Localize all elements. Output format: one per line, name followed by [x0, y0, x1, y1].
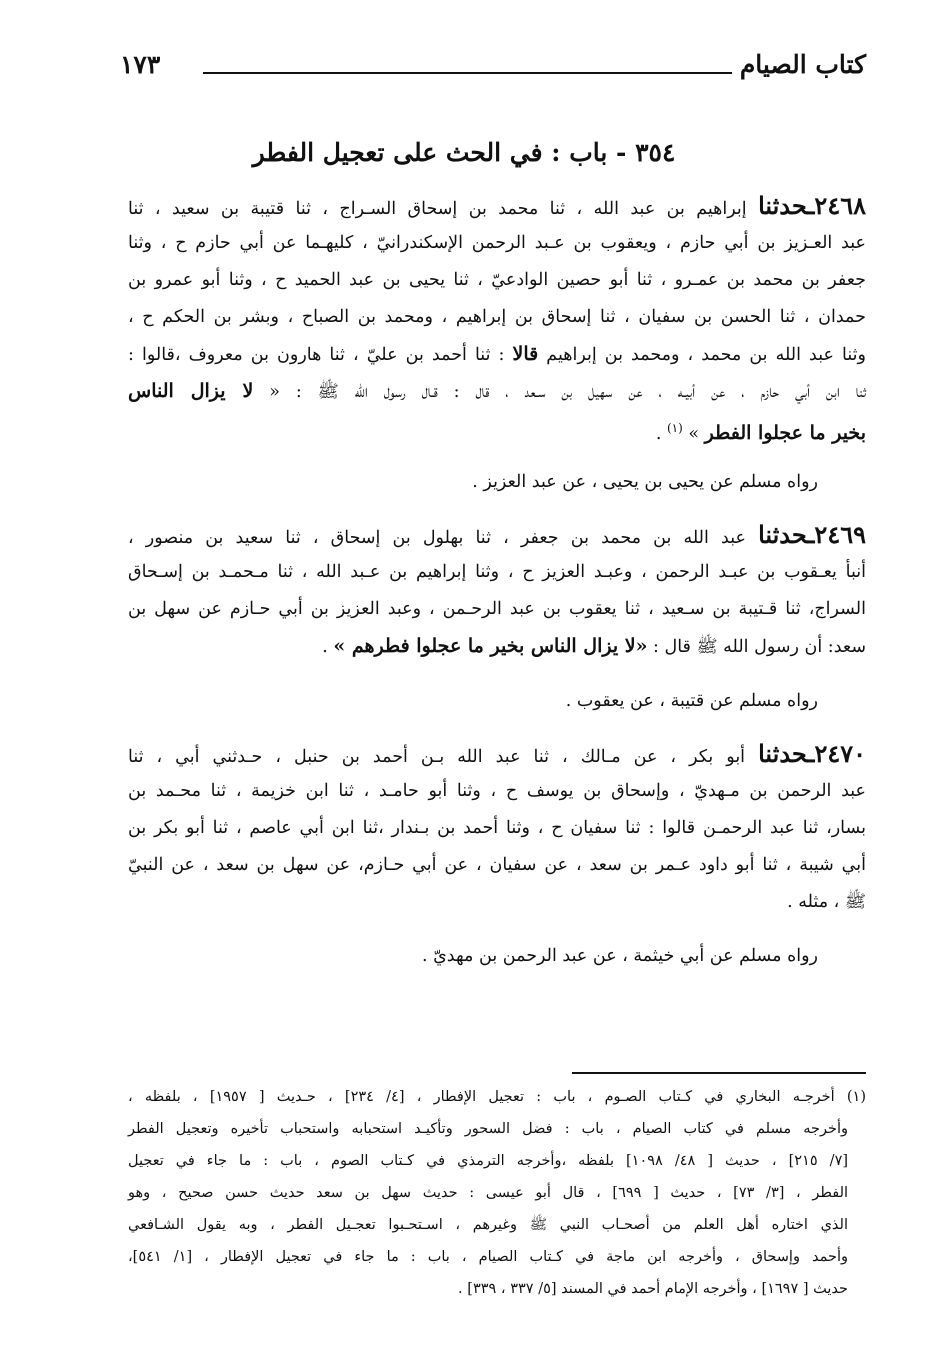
- hadith-2470-line-2: عبد الرحمن بن مـهديّ ، وإسحاق بن يوسف ح ، وثنا أبو حامـد ، ثنا ابن خزيمة ، ثنا محـمد بن: [128, 781, 866, 801]
- riwaya-2470: رواه مسلم عن أبي خيثمة ، عن عبد الرحمن بن مهديّ .: [421, 946, 818, 966]
- footnote-line-7: حديث [ ١٦٩٧] ، وأخرجه الإمام أحمد في المسند [٥/ ٣٣٧ ، ٣٣٩] .: [458, 1281, 848, 1297]
- footnote-line-3: [٧/ ٢١٥] ، حديث [ ٤٨/ ١٠٩٨] بلفظه ،وأخرجه الترمذي في كـتاب الصوم ، باب : ما جاء في تعجيل: [128, 1153, 849, 1169]
- hadith-2469-lead-word: حدثنا: [758, 520, 808, 549]
- hadith-2468-text-5c: : ثنا أحمد بن عليّ ، ثنا هارون بن معروف ،قالوا :: [128, 345, 505, 365]
- page-number: ١٧٣: [120, 50, 161, 79]
- hadith-2470-line-1: [128, 739, 866, 772]
- hadith-2468-text-6b: لا يزال الناس: [128, 380, 254, 402]
- running-title: كتاب الصيام: [739, 50, 866, 79]
- hadith-2470-line-4: أبي شيبة ، ثنا أبو داود عـمر بن سعد ، عن سفيان ، عن أبي حـازم، عن سهل بن سعد ، عن النبيّ: [128, 855, 866, 875]
- riwaya-2469: رواه مسلم عن قتيبة ، عن يعقوب .: [565, 691, 818, 711]
- hadith-2470-line-5: ﷺ ، مثله .: [787, 892, 866, 912]
- hadith-2470-number: ٢٤٧٠ـ: [807, 739, 866, 768]
- hadith-2468-number: ٢٤٦٨ـ: [807, 191, 866, 220]
- hadith-2469-line-4: [322, 631, 866, 662]
- hadith-2469-number: ٢٤٦٩ـ: [807, 520, 866, 549]
- hadith-2468-text-7d: .: [655, 423, 662, 444]
- hadith-2469-text-1: عبد الله بن محمد بن جعفر ، ثنا بهلول بن إسحاق ، ثنا سعيد بن منصور ،: [128, 528, 746, 548]
- hadith-2469-text-4c: .: [322, 637, 328, 657]
- hadith-2468-text-5a: وثنا عبد الله بن محمد ، ومحمد بن إبراهيم: [546, 345, 866, 365]
- hadith-2468-text-5b: قالا: [512, 343, 539, 365]
- hadith-2470-text-1: أبو بكر ، عن مـالك ، ثنا عبد الله بـن أحمد بن حنبل ، حـدثني أبي ، ثنا: [128, 747, 746, 767]
- footnote-ref-1[interactable]: (١): [666, 421, 683, 435]
- hadith-2468-line-7: [656, 413, 866, 449]
- footnote-line-5: الذي اختاره أهل العلم من أصحـاب النبي ﷺ وغيرهم ، اسـتحـبوا تعجـيل الفطر ، وبه يقول الشـافعي: [128, 1217, 848, 1233]
- footnote-line-2: وأخرجه مسلم في كتاب الصيام ، باب : فضل السحور وتأكيـد استحبابه واستحباب تأخيره وتعجيل الفطر: [128, 1121, 848, 1137]
- hadith-2468-line-5: [128, 339, 866, 370]
- hadith-2468-text-7a: بخير ما عجلوا الفطر: [704, 421, 866, 444]
- hadith-2468-line-3: جعفر بن محمد بن عمـرو ، ثنا أبو حصين الوادعيّ ، ثنا يحيى بن عبد الحميد ح ، وثنا أبو عمرو بن: [128, 270, 866, 290]
- hadith-2468-line-1: [128, 191, 866, 224]
- hadith-2468-line-2: عبد العـزيز بن أبي حازم ، ويعقوب بن عـبد الرحمن الإسكندرانيّ ، كليهـما عن أبي حازم ح ، وثنا: [128, 233, 866, 253]
- hadith-2468-text-7b: »: [688, 423, 700, 444]
- chapter-title: ٣٥٤ - باب : في الحث على تعجيل الفطر: [252, 138, 676, 167]
- hadith-2469-text-4b: «لا يزال الناس بخير ما عجلوا فطرهم »: [333, 635, 648, 657]
- hadith-2470-lead-word: حدثنا: [758, 739, 808, 768]
- hadith-2469-line-1: [128, 520, 866, 553]
- hadith-2468-text-6a: ثنا ابن أبي حازم ، عن أبيـه ، عن سهيل بن سـعد ، قال : قـال رسول الله ﷺ : «: [269, 382, 866, 402]
- hadith-2468-line-4: حمدان ، ثنا الحسن بن سفيان ، ثنا إسحاق بن إبراهيم ، ومحمد بن الصباح ، وبشر بن الحكم ح ،: [128, 307, 866, 327]
- hadith-2468-lead-word: حدثنا: [758, 191, 808, 220]
- hadith-2469-line-3: السراج، ثنا قـتيبة بن سـعيد ، ثنا يعقوب بن عبد الرحـمن ، وعبد العزيز بن أبي حـازم عن سهل بن: [128, 599, 866, 619]
- hadith-2470-line-3: بسار، ثنا عبد الرحمـن قالوا : ثنا سفيان ح ، وثنا أحمد بن بـندار ،ثنا ابن أبي عاصم ، ثنا أبو بكر بن: [128, 818, 866, 838]
- footnote-line-1: (١) أخرجـه البخاري في كـتاب الصـوم ، باب : تعجيل الإفطار ، [٤/ ٢٣٤] ، حـديث [ ١٩٥٧] ، بلفظه ،: [128, 1089, 867, 1105]
- hadith-2469-line-2: أنبأ يعـقوب بن عبـد الرحمن ، وعبـد العزيز ح ، وثنا إبراهيم بن عـبد الله ، ثنا مـحمـد بن إسـحاق: [128, 562, 866, 582]
- riwaya-2468: رواه مسلم عن يحيى بن يحيى ، عن عبد العزيز .: [472, 472, 818, 492]
- hadith-2469-text-4a: سعد: أن رسول الله ﷺ قال :: [653, 637, 866, 657]
- footnote-line-6: وأحمد وإسحاق ، وأخرجه ابن ماجة في كـتاب الصيام ، باب : ما جاء في تعجيل الإفطار ، [١/ ٥٤١]،: [128, 1249, 848, 1265]
- header-rule: [203, 72, 732, 74]
- hadith-2468-line-6: [128, 376, 866, 407]
- footnote-rule: [572, 1072, 866, 1074]
- hadith-2468-text-1: إبراهيم بن عبد الله ، ثنا محمد بن إسحاق السـراج ، ثنا قتيبة بن سعيد ، ثنا: [128, 199, 747, 219]
- footnote-line-4: الفطر ، [٣/ ٧٣] ، حديث [ ٦٩٩] ، قال أبو عيسى : حديث سهل بن سعد حديث حسن صحيح ، وهو: [128, 1185, 849, 1201]
